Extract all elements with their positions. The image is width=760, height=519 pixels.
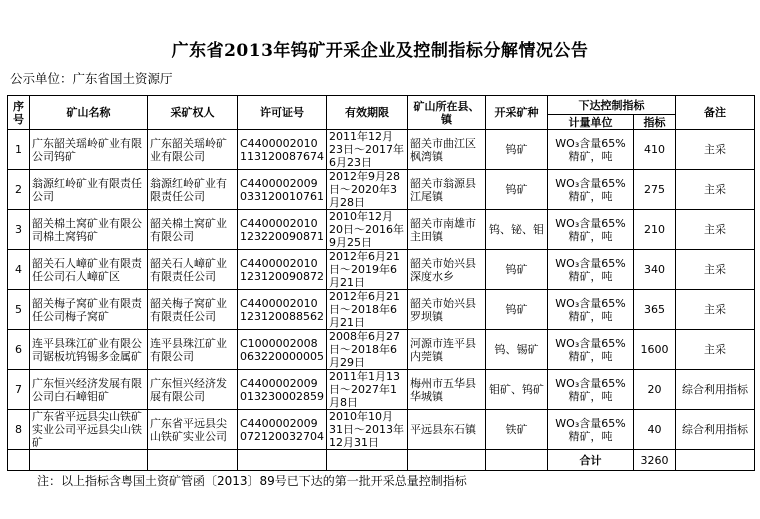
cell-permit-no: C4400002010123120088562 <box>238 290 327 330</box>
cell-remark: 综合利用指标 <box>676 370 755 410</box>
cell-owner: 韶关棉土窝矿业有限公司 <box>148 210 238 250</box>
cell-unit: WO₃含量65%精矿，吨 <box>548 330 634 370</box>
cell-unit: WO₃含量65%精矿，吨 <box>548 250 634 290</box>
cell-owner: 广东韶关瑶岭矿业有限公司 <box>148 130 238 170</box>
cell-seq: 1 <box>8 130 30 170</box>
cell-mineral: 钨矿 <box>486 290 548 330</box>
cell-location: 韶关市始兴县深度水乡 <box>408 250 486 290</box>
header-mine-name: 矿山名称 <box>30 96 148 130</box>
header-row <box>8 96 755 115</box>
cell-validity: 2011年12月23日～2017年6月23日 <box>327 130 408 170</box>
cell-seq: 3 <box>8 210 30 250</box>
cell-mine-name: 翁源红岭矿业有限责任公司 <box>30 170 148 210</box>
cell-mineral: 钨、锡矿 <box>486 330 548 370</box>
cell-quota-value: 275 <box>634 170 676 210</box>
cell-validity: 2010年12月20日～2016年9月25日 <box>327 210 408 250</box>
cell-unit: WO₃含量65%精矿，吨 <box>548 370 634 410</box>
page-title: 广东省2013年钨矿开采企业及控制指标分解情况公告 <box>171 41 589 61</box>
cell-owner: 连平县珠江矿业有限公司 <box>148 330 238 370</box>
quota-table <box>7 95 755 471</box>
table-row <box>8 210 755 250</box>
table-row <box>8 290 755 330</box>
table-row <box>8 370 755 410</box>
total-row <box>8 450 755 471</box>
header-quota-value: 指标 <box>634 115 676 130</box>
cell-owner: 韶关梅子窝矿业有限责任公司 <box>148 290 238 330</box>
cell-permit-no: C4400002010123120090872 <box>238 250 327 290</box>
cell-seq: 2 <box>8 170 30 210</box>
cell-mineral: 钨、铋、钼 <box>486 210 548 250</box>
cell-validity: 2010年10月31日～2013年12月31日 <box>327 410 408 450</box>
table-row <box>8 130 755 170</box>
cell-validity: 2008年6月27日～2018年6月29日 <box>327 330 408 370</box>
cell-location: 韶关市翁源县江尾镇 <box>408 170 486 210</box>
cell-unit: WO₃含量65%精矿，吨 <box>548 170 634 210</box>
cell-location: 平远县东石镇 <box>408 410 486 450</box>
cell-mineral: 铁矿 <box>486 410 548 450</box>
cell-mine-name: 韶关梅子窝矿业有限责任公司梅子窝矿 <box>30 290 148 330</box>
cell-remark: 综合利用指标 <box>676 410 755 450</box>
cell-permit-no: C4400002009033120010761 <box>238 170 327 210</box>
header-seq: 序号 <box>8 96 30 130</box>
cell-remark: 主采 <box>676 290 755 330</box>
cell-seq: 4 <box>8 250 30 290</box>
cell-permit-no: C4400002010113120087674 <box>238 130 327 170</box>
table-row <box>8 410 755 450</box>
cell-quota-value: 365 <box>634 290 676 330</box>
cell-quota-value: 1600 <box>634 330 676 370</box>
table-row <box>8 250 755 290</box>
cell-validity: 2012年6月21日～2019年6月21日 <box>327 250 408 290</box>
cell-seq: 5 <box>8 290 30 330</box>
header-unit: 计量单位 <box>548 115 634 130</box>
table-row <box>8 170 755 210</box>
cell-location: 韶关市曲江区枫湾镇 <box>408 130 486 170</box>
cell-seq: 8 <box>8 410 30 450</box>
cell-mineral: 钨矿 <box>486 250 548 290</box>
cell-unit: WO₃含量65%精矿，吨 <box>548 410 634 450</box>
cell-mineral: 钨矿 <box>486 130 548 170</box>
cell-mine-name: 连平县珠江矿业有限公司锯板坑钨锡多金属矿 <box>30 330 148 370</box>
cell-quota-value: 210 <box>634 210 676 250</box>
cell-unit: WO₃含量65%精矿，吨 <box>548 210 634 250</box>
header-quota: 下达控制指标 <box>548 96 676 115</box>
cell-remark: 主采 <box>676 130 755 170</box>
cell-unit: WO₃含量65%精矿，吨 <box>548 290 634 330</box>
cell-location: 梅州市五华县华城镇 <box>408 370 486 410</box>
header-location: 矿山所在县、镇 <box>408 96 486 130</box>
cell-quota-value: 40 <box>634 410 676 450</box>
total-value: 3260 <box>634 450 676 471</box>
cell-owner: 韶关石人嶂矿业有限责任公司 <box>148 250 238 290</box>
publisher-line: 公示单位：广东省国土资源厅 <box>10 71 173 86</box>
cell-unit: WO₃含量65%精矿，吨 <box>548 130 634 170</box>
cell-mineral: 钨矿 <box>486 170 548 210</box>
cell-mineral: 钼矿、钨矿 <box>486 370 548 410</box>
cell-permit-no: C4400002009013230002859 <box>238 370 327 410</box>
cell-quota-value: 410 <box>634 130 676 170</box>
header-mineral: 开采矿种 <box>486 96 548 130</box>
cell-mine-name: 韶关棉土窝矿业有限公司棉土窝钨矿 <box>30 210 148 250</box>
cell-seq: 6 <box>8 330 30 370</box>
cell-validity: 2012年6月21日～2018年6月21日 <box>327 290 408 330</box>
header-validity: 有效期限 <box>327 96 408 130</box>
cell-mine-name: 广东恒兴经济发展有限公司白石嶂钼矿 <box>30 370 148 410</box>
cell-remark: 主采 <box>676 250 755 290</box>
header-permit-no: 许可证号 <box>238 96 327 130</box>
cell-quota-value: 20 <box>634 370 676 410</box>
cell-validity: 2011年1月13日～2027年1月8日 <box>327 370 408 410</box>
cell-mine-name: 广东省平远县尖山铁矿实业公司平远县尖山铁矿 <box>30 410 148 450</box>
cell-seq: 7 <box>8 370 30 410</box>
table-row <box>8 330 755 370</box>
total-label: 合计 <box>548 450 634 471</box>
cell-mine-name: 韶关石人嶂矿业有限责任公司石人嶂矿区 <box>30 250 148 290</box>
header-owner: 采矿权人 <box>148 96 238 130</box>
cell-owner: 广东恒兴经济发展有限公司 <box>148 370 238 410</box>
cell-permit-no: C1000002008063220000005 <box>238 330 327 370</box>
cell-location: 韶关市始兴县罗坝镇 <box>408 290 486 330</box>
cell-remark: 主采 <box>676 330 755 370</box>
cell-owner: 广东省平远县尖山铁矿实业公司 <box>148 410 238 450</box>
cell-permit-no: C4400002009072120032704 <box>238 410 327 450</box>
cell-validity: 2012年9月28日～2020年3月28日 <box>327 170 408 210</box>
cell-quota-value: 340 <box>634 250 676 290</box>
cell-permit-no: C4400002010123220090871 <box>238 210 327 250</box>
header-remark: 备注 <box>676 96 755 130</box>
cell-location: 韶关市南雄市主田镇 <box>408 210 486 250</box>
cell-remark: 主采 <box>676 210 755 250</box>
cell-mine-name: 广东韶关瑶岭矿业有限公司钨矿 <box>30 130 148 170</box>
cell-remark: 主采 <box>676 170 755 210</box>
cell-location: 河源市连平县内莞镇 <box>408 330 486 370</box>
footnote: 注：以上指标含粤国土资矿管函〔2013〕89号已下达的第一批开采总量控制指标 <box>37 474 467 488</box>
cell-owner: 翁源红岭矿业有限责任公司 <box>148 170 238 210</box>
